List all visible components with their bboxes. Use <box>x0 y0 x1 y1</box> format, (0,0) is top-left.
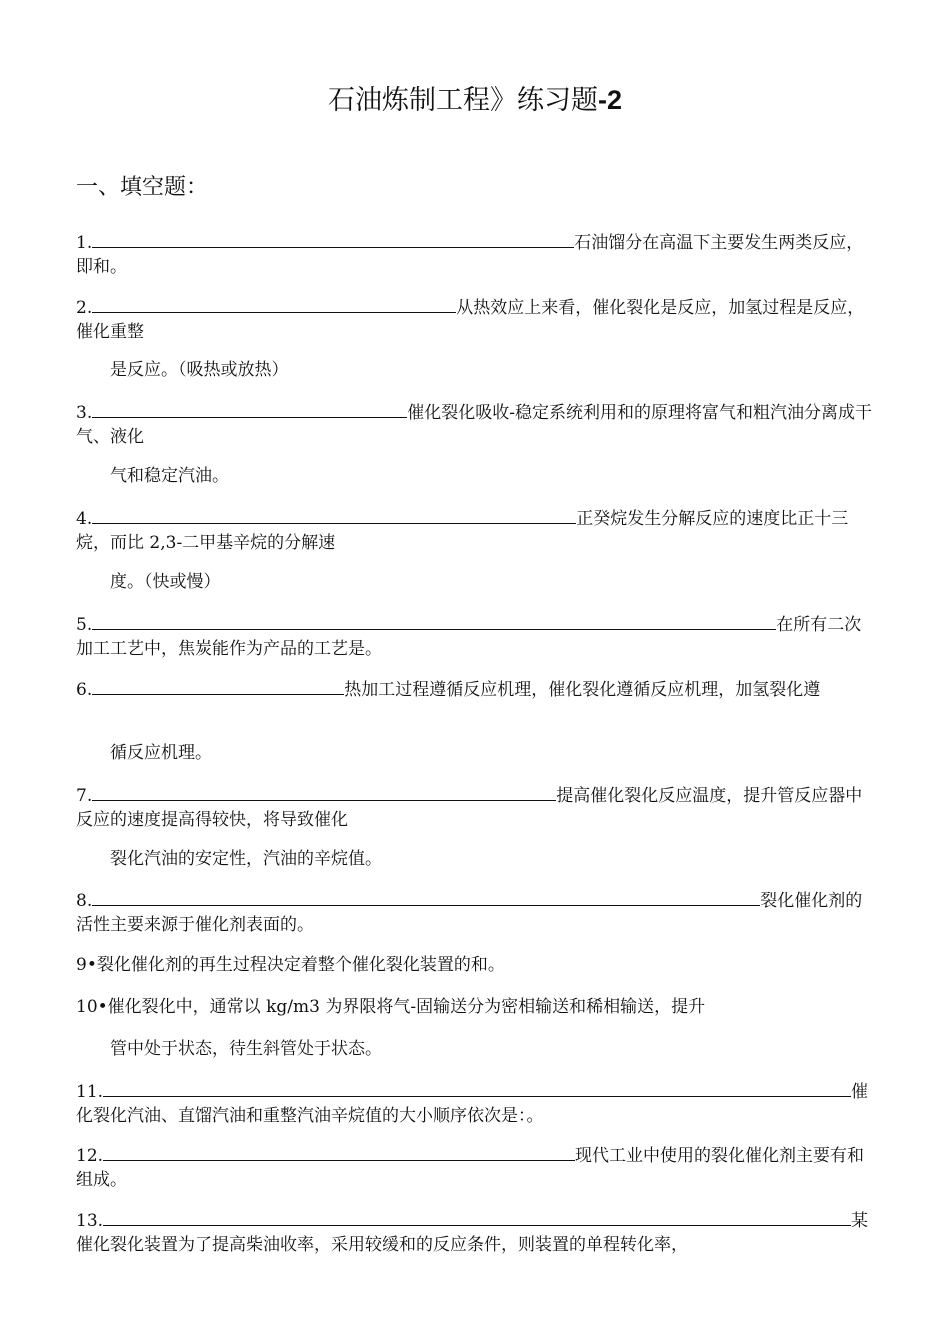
question-continuation: 气和稳定汽油。 <box>110 466 229 486</box>
question-text: 催化裂化吸收-稳定系统利用和的原理将富气和粗汽油分离成干气、液化 <box>76 403 872 447</box>
question-number: 5. <box>76 615 93 635</box>
question-continuation: 管中处于状态，待生斜管处于状态。 <box>110 1039 382 1059</box>
question-item <box>76 295 876 344</box>
question-item <box>76 783 876 832</box>
question-item <box>76 506 876 555</box>
question-text: 从热效应上来看，催化裂化是反应，加氢过程是反应，催化重整 <box>76 298 865 342</box>
question-number: 4. <box>76 509 93 529</box>
question-item <box>76 1079 876 1128</box>
question-item <box>76 953 876 977</box>
question-number: 8. <box>76 891 93 911</box>
question-number: 10• <box>76 997 108 1017</box>
question-item <box>76 230 876 279</box>
question-text: 热加工过程遵循反应机理，催化裂化遵循反应机理，加氢裂化遵 <box>344 680 821 700</box>
section-heading: 一、填空题： <box>76 175 209 200</box>
answer-blank <box>103 1208 851 1226</box>
answer-blank <box>103 1079 851 1097</box>
question-continuation: 循反应机理。 <box>110 743 212 763</box>
question-text: 正癸烷发生分解反应的速度比正十三烷，而比 2,3-二甲基辛烷的分解速 <box>76 509 849 553</box>
question-text: 石油馏分在高温下主要发生两类反应，即和。 <box>76 233 864 277</box>
question-continuation: 是反应。（吸热或放热） <box>110 360 289 380</box>
question-number: 3. <box>76 403 93 423</box>
question-item <box>76 888 876 937</box>
answer-blank <box>92 612 776 630</box>
question-item <box>76 1208 876 1257</box>
question-item <box>76 1143 876 1192</box>
question-text: 在所有二次加工工艺中，焦炭能作为产品的工艺是。 <box>76 615 862 659</box>
question-text: 催化裂化中，通常以 kg/m3 为界限将气-固输送分为密相输送和稀相输送，提升 <box>107 997 706 1017</box>
question-number: 1. <box>76 233 93 253</box>
answer-blank <box>92 400 407 418</box>
question-item <box>76 612 876 661</box>
answer-blank <box>92 783 556 801</box>
question-number: 9• <box>76 955 97 975</box>
question-text: 提高催化裂化反应温度，提升管反应器中反应的速度提高得较快，将导致催化 <box>76 786 863 830</box>
question-number: 7. <box>76 786 93 806</box>
answer-blank <box>92 506 576 524</box>
answer-blank <box>92 888 760 906</box>
page-title <box>0 78 950 117</box>
question-text: 裂化催化剂的再生过程决定着整个催化裂化装置的和。 <box>96 955 505 975</box>
question-item <box>76 677 876 702</box>
question-text: 某催化裂化装置为了提高柴油收率，采用较缓和的反应条件，则装置的单程转化率， <box>76 1211 869 1255</box>
question-item <box>76 400 876 449</box>
answer-blank <box>92 295 456 313</box>
answer-blank <box>92 677 344 695</box>
question-number: 2. <box>76 298 93 318</box>
title-main: 石油炼制工程》练习题 <box>327 85 598 116</box>
answer-blank <box>103 1143 575 1161</box>
question-text: 催化裂化汽油、直馏汽油和重整汽油辛烷值的大小顺序依次是：。 <box>76 1082 869 1126</box>
question-number: 13. <box>76 1211 104 1231</box>
question-number: 11. <box>76 1082 104 1102</box>
question-continuation: 裂化汽油的安定性，汽油的辛烷值。 <box>110 849 382 869</box>
title-number: -2 <box>597 85 622 115</box>
question-number: 6. <box>76 680 93 700</box>
answer-blank <box>92 230 574 248</box>
question-text: 现代工业中使用的裂化催化剂主要有和组成。 <box>76 1146 865 1190</box>
question-item <box>76 995 876 1019</box>
question-continuation: 度。（快或慢） <box>110 572 221 592</box>
question-number: 12. <box>76 1146 104 1166</box>
question-text: 裂化催化剂的活性主要来源于催化剂表面的。 <box>76 891 863 935</box>
